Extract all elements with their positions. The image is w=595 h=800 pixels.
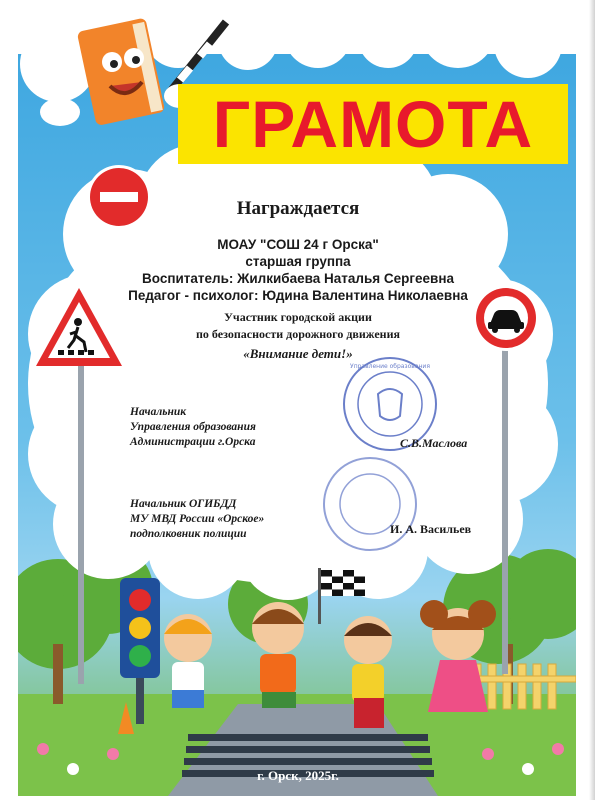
- official-stamp-2-icon: [320, 454, 420, 554]
- certificate-frame: [18, 4, 576, 796]
- action-name: «Внимание дети!»: [243, 346, 353, 361]
- children-illustration: [158, 594, 558, 744]
- signature-2-title-line-1: Начальник ОГИБДД: [130, 498, 237, 510]
- description-line-2: по безопасности дорожного движения: [196, 327, 400, 341]
- recipient-group: старшая группа: [245, 254, 351, 269]
- footer-place-year: г. Орск, 2025г.: [257, 768, 339, 783]
- signature-2-title-line-2: МУ МВД России «Орское»: [130, 513, 265, 525]
- svg-text:Управление образования: Управление образования: [350, 363, 430, 370]
- signature-1-title-line-3: Администрации г.Орска: [130, 436, 256, 448]
- signature-2-title-line-3: подполковник полиции: [130, 528, 247, 540]
- no-entry-sign-icon: [86, 164, 152, 230]
- certificate-title: ГРАМОТА: [212, 87, 534, 161]
- signature-1-name: С.В.Маслова: [400, 436, 468, 450]
- awarded-heading: Награждается: [236, 198, 360, 219]
- description-line-1: Участник городской акции: [224, 310, 372, 324]
- recipient-organization: МОАУ "СОШ 24 г Орска": [217, 237, 379, 252]
- signature-2-name: И. А. Васильев: [390, 522, 472, 536]
- signature-1-title-line-2: Управления образования: [130, 421, 256, 433]
- signature-1-title-line-1: Начальник: [130, 406, 187, 418]
- recipient-psychologist: Педагог - психолог: Юдина Валентина Николаевна: [128, 288, 468, 303]
- page-edge-shadow: [589, 0, 595, 800]
- recipient-teacher: Воспитатель: Жилкибаева Наталья Сергеевна: [142, 271, 454, 286]
